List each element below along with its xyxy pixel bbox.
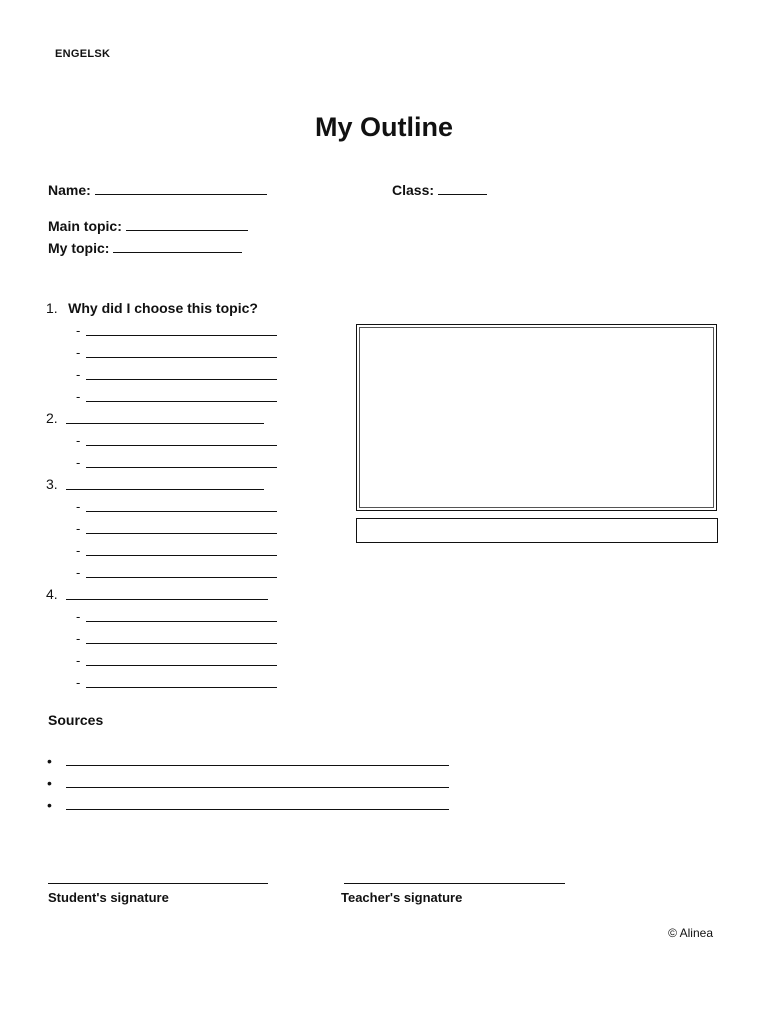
answer-line[interactable] <box>86 401 277 402</box>
caption-box[interactable] <box>356 518 718 543</box>
answer-line[interactable] <box>86 621 277 622</box>
subject-label: ENGELSK <box>55 48 111 60</box>
heading-line[interactable] <box>66 423 264 424</box>
dash-bullet: - <box>76 609 81 624</box>
main-topic-blank-line[interactable] <box>126 217 248 231</box>
dash-bullet: - <box>76 455 81 470</box>
teacher-signature-label: Teacher's signature <box>341 890 463 905</box>
teacher-signature-line[interactable] <box>344 883 565 884</box>
answer-line[interactable] <box>86 379 277 380</box>
dash-bullet: - <box>76 345 81 360</box>
name-blank-line[interactable] <box>95 181 267 195</box>
student-signature-line[interactable] <box>48 883 268 884</box>
answer-line[interactable] <box>86 555 277 556</box>
answer-line[interactable] <box>86 445 277 446</box>
dash-bullet: - <box>76 653 81 668</box>
source-line[interactable] <box>66 787 449 788</box>
name-field <box>48 181 267 198</box>
answer-line[interactable] <box>86 665 277 666</box>
outline-number: 1. <box>46 300 58 316</box>
answer-line[interactable] <box>86 643 277 644</box>
heading-line[interactable] <box>66 599 268 600</box>
bullet-icon: • <box>47 753 52 769</box>
dash-bullet: - <box>76 565 81 580</box>
my-topic-field <box>48 239 242 256</box>
student-signature-label: Student's signature <box>48 890 169 905</box>
answer-line[interactable] <box>86 467 277 468</box>
answer-line[interactable] <box>86 533 277 534</box>
outline-number: 4. <box>46 586 58 602</box>
bullet-icon: • <box>47 797 52 813</box>
dash-bullet: - <box>76 675 81 690</box>
answer-line[interactable] <box>86 577 277 578</box>
my-topic-blank-line[interactable] <box>113 239 242 253</box>
bullet-icon: • <box>47 775 52 791</box>
dash-bullet: - <box>76 631 81 646</box>
dash-bullet: - <box>76 499 81 514</box>
dash-bullet: - <box>76 323 81 338</box>
dash-bullet: - <box>76 433 81 448</box>
dash-bullet: - <box>76 543 81 558</box>
dash-bullet: - <box>76 367 81 382</box>
class-label: Class: <box>392 182 435 198</box>
outline-heading: Why did I choose this topic? <box>68 300 258 316</box>
my-topic-label: My topic: <box>48 240 110 256</box>
sources-heading: Sources <box>48 712 104 728</box>
answer-line[interactable] <box>86 335 277 336</box>
class-field <box>392 181 487 198</box>
copyright-notice: © Alinea <box>668 926 713 940</box>
outline-number: 2. <box>46 410 58 426</box>
outline-item-1 <box>46 300 258 318</box>
dash-bullet: - <box>76 521 81 536</box>
main-topic-field <box>48 217 248 234</box>
class-blank-line[interactable] <box>438 181 487 195</box>
heading-line[interactable] <box>66 489 264 490</box>
answer-line[interactable] <box>86 357 277 358</box>
source-line[interactable] <box>66 809 449 810</box>
dash-bullet: - <box>76 389 81 404</box>
page-title: My Outline <box>314 112 453 142</box>
name-label: Name: <box>48 182 91 198</box>
picture-box-inner-frame <box>359 327 714 508</box>
answer-line[interactable] <box>86 687 277 688</box>
outline-number: 3. <box>46 476 58 492</box>
source-line[interactable] <box>66 765 449 766</box>
answer-line[interactable] <box>86 511 277 512</box>
main-topic-label: Main topic: <box>48 218 122 234</box>
